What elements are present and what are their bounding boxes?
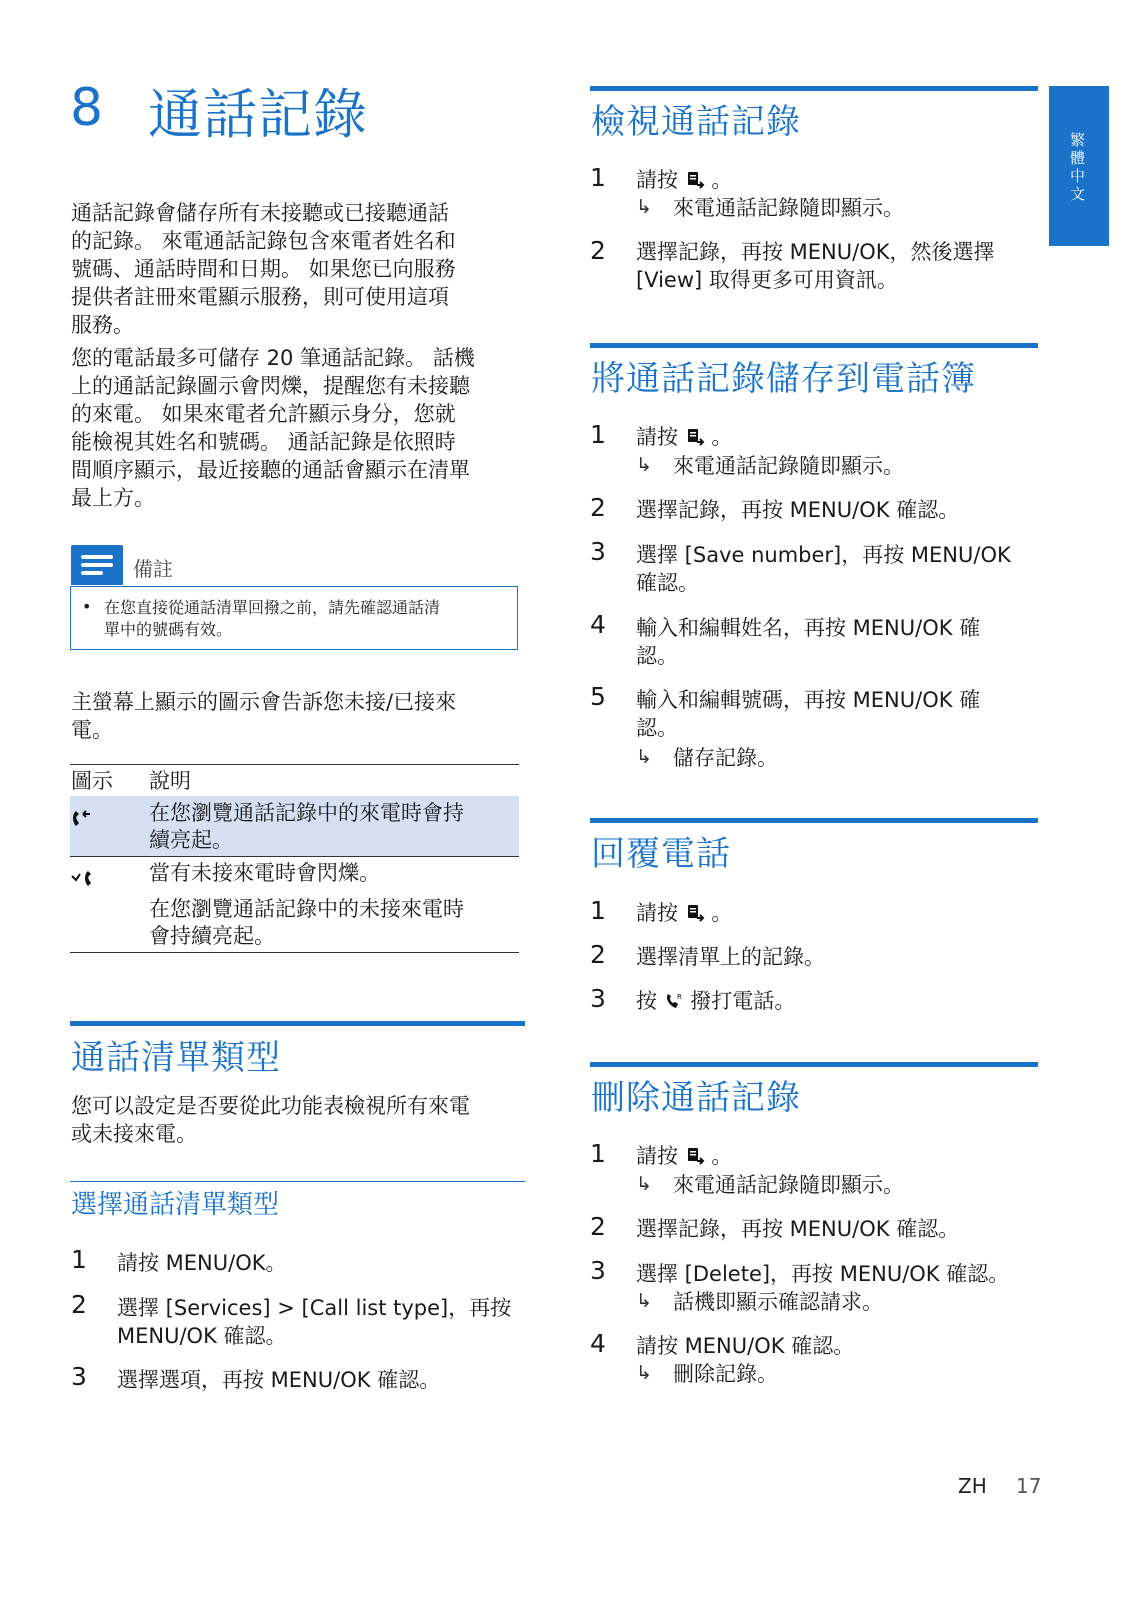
note-label: 備註 [133,557,173,581]
table-row-2-desc: 當有未接來電時會閃爍。 [149,861,380,885]
step-result: 來電通話記錄隨即顯示。 [673,1173,904,1197]
result-arrow-icon: ↳ [636,1290,652,1312]
step-number: 5 [590,682,606,711]
step-text-suffix: 。 [711,168,733,192]
text-line: 您的電話最多可儲存 20 筆通話記錄。 話機 [71,346,475,370]
step-number: 3 [590,1256,606,1285]
step-text: 選擇清單上的記錄。 [636,945,825,969]
text-line: 最上方。 [71,486,155,510]
step-text: 選擇記錄，再按 MENU/OK 確認。 [636,498,960,522]
section-title-call-list-type: 通話清單類型 [71,1038,281,1078]
step-text-suffix: 撥打電話。 [690,989,796,1013]
chapter-number: 8 [70,78,104,138]
result-arrow-icon: ↳ [636,1362,652,1384]
step-result: 刪除記錄。 [673,1362,778,1386]
step-text-prefix: 請按 [636,425,678,449]
step-result: 來電通話記錄隨即顯示。 [673,196,904,220]
call-log-key-icon [685,170,705,190]
missed-call-icon [70,868,96,890]
step-text-suffix: 。 [711,1144,733,1168]
section-title-view-log: 檢視通話記錄 [591,102,801,142]
text-line: 的來電。 如果來電者允許顯示身分，您就 [71,402,456,426]
table-row-1-desc [149,800,464,854]
table-header-icon: 圖示 [71,769,113,793]
step-text [636,614,980,670]
step-number: 1 [590,420,606,449]
text-line: 提供者註冊來電顯示服務，則可使用這項 [71,285,449,309]
text-line: 在您瀏覽通話記錄中的未接來電時 [149,897,464,921]
step-text [636,686,980,742]
text-line: 號碼、通話時間和日期。 如果您已向服務 [71,257,456,281]
step-number: 3 [590,537,606,566]
step-number: 1 [590,896,606,925]
text-line: 服務。 [71,313,134,337]
result-arrow-icon: ↳ [636,454,652,476]
step-text: 選擇 [Delete]，再按 MENU/OK 確認。 [636,1262,1010,1286]
text-line: 您可以設定是否要從此功能表檢視所有來電 [71,1094,470,1118]
subsection-rule [70,1181,525,1182]
text-line: 電。 [71,718,113,742]
section-bar [590,1062,1038,1067]
section-bar [590,818,1038,823]
note-bullet: • [82,597,92,616]
step-text: 請按 MENU/OK 確認。 [636,1334,855,1358]
section-title-delete-log: 刪除通話記錄 [591,1078,801,1118]
text-line: 選擇記錄，再按 MENU/OK，然後選擇 [636,240,995,264]
step-number: 2 [590,236,606,265]
result-arrow-icon: ↳ [636,1173,652,1195]
step-number: 4 [590,1329,606,1358]
step-number: 2 [71,1290,87,1319]
call-log-key-icon [685,1146,705,1166]
step-text-prefix: 請按 [636,168,678,192]
talk-key-icon [664,991,684,1011]
step-text-suffix: 。 [711,901,733,925]
step-text [636,541,1011,597]
text-line: 的記錄。 來電通話記錄包含來電者姓名和 [71,229,456,253]
step-text-prefix: 按 [636,989,657,1013]
footer-language: ZH [958,1474,987,1498]
text-line: 單中的號碼有效。 [104,620,233,639]
step-text-suffix: 。 [711,425,733,449]
step-number: 2 [590,1212,606,1241]
step-number: 2 [590,940,606,969]
table-top-rule [70,764,519,765]
note-icon [71,545,123,585]
text-line: 會持續亮起。 [149,924,275,948]
step-text [636,1142,732,1170]
section-title-save-log: 將通話記錄儲存到電話簿 [591,359,976,399]
step-text: 請按 MENU/OK。 [117,1251,287,1275]
step-result: 來電通話記錄隨即顯示。 [673,454,904,478]
text-line: [View] 取得更多可用資訊。 [636,268,898,292]
language-label: 繁體中文 [1068,132,1086,204]
subsection-title: 選擇通話清單類型 [71,1190,280,1220]
result-arrow-icon: ↳ [636,746,652,768]
intro-paragraph-2 [71,344,531,512]
icons-intro [71,688,531,744]
text-line: 認。 [636,716,678,740]
text-line: 確認。 [636,571,699,595]
chapter-title: 通話記錄 [148,83,368,146]
call-log-key-icon [685,903,705,923]
note-text [104,597,504,641]
table-bottom-rule [70,952,519,953]
table-row-3-desc [149,896,464,950]
call-list-type-desc [71,1092,531,1148]
step-text [636,238,995,294]
text-line: 輸入和編輯姓名，再按 MENU/OK 確 [636,616,981,640]
step-number: 4 [590,610,606,639]
step-result: 儲存記錄。 [673,746,778,770]
language-side-tab [1049,86,1109,246]
text-line: 主螢幕上顯示的圖示會告訴您未接/已接來 [71,690,457,714]
text-line: 在您瀏覽通話記錄中的來電時會持 [149,801,464,825]
step-text: 選擇記錄，再按 MENU/OK 確認。 [636,1217,960,1241]
step-text [636,166,732,194]
text-line: 間順序顯示，最近接聽的通話會顯示在清單 [71,458,470,482]
step-text: 選擇選項，再按 MENU/OK 確認。 [117,1368,441,1392]
table-header-desc: 說明 [149,769,191,793]
intro-paragraph-1 [71,199,531,339]
svg-text:R: R [676,993,682,1001]
text-line: 上的通話記錄圖示會閃爍，提醒您有未接聽 [71,374,470,398]
text-line: 選擇 [Save number]，再按 MENU/OK [636,543,1011,567]
text-line: 或未接來電。 [71,1122,197,1146]
section-title-callback: 回覆電話 [591,834,731,874]
step-text [636,987,795,1015]
section-bar [70,1021,525,1026]
step-text-prefix: 請按 [636,1144,678,1168]
text-line: 輸入和編輯號碼，再按 MENU/OK 確 [636,688,981,712]
step-text-prefix: 請按 [636,901,678,925]
step-number: 2 [590,493,606,522]
step-text [117,1294,511,1350]
page-number: 17 [1016,1474,1042,1498]
incoming-call-icon [70,808,96,830]
table-row-rule [70,856,519,857]
section-bar [590,343,1038,348]
text-line: MENU/OK 確認。 [117,1324,287,1348]
step-text [636,899,732,927]
text-line: 認。 [636,644,678,668]
call-log-key-icon [685,427,705,447]
step-number: 3 [71,1362,87,1391]
text-line: 在您直接從通話清單回撥之前，請先確認通話清 [104,598,441,617]
step-number: 3 [590,984,606,1013]
section-bar [590,86,1038,91]
step-number: 1 [590,163,606,192]
step-number: 1 [590,1139,606,1168]
step-text [636,423,732,451]
text-line: 選擇 [Services] > [Call list type]，再按 [117,1296,512,1320]
text-line: 通話記錄會儲存所有未接聽或已接聽通話 [71,201,449,225]
step-number: 1 [71,1245,87,1274]
step-result: 話機即顯示確認請求。 [673,1290,883,1314]
text-line: 能檢視其姓名和號碼。 通話記錄是依照時 [71,430,456,454]
result-arrow-icon: ↳ [636,196,652,218]
text-line: 續亮起。 [149,828,233,852]
